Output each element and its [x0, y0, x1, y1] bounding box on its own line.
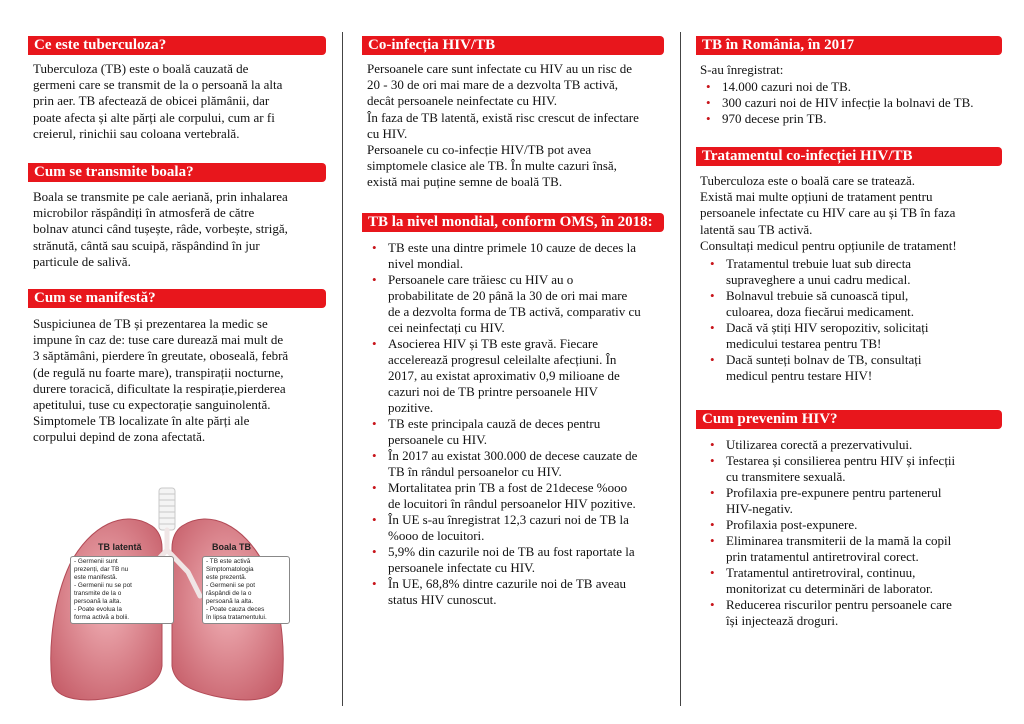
note-line: - Germenii se pot	[206, 582, 256, 589]
item-line: nivel mondial.	[388, 256, 464, 271]
item-line: cei neinfectați cu HIV.	[388, 320, 505, 335]
note-line: Simptomatologia	[206, 566, 254, 573]
text-line: particule de salivă.	[33, 253, 131, 269]
item-line: supraveghere a unui cadru medical.	[726, 272, 911, 287]
text-line: Tuberculoza (TB) este o boală cauzată de	[33, 61, 249, 76]
note-line: în lipsa tratamentului.	[206, 614, 267, 621]
item-line: culoarea, doza fiecărui medicament.	[726, 304, 915, 319]
list-item	[704, 517, 1002, 533]
item-line: accelerează progresul celeilalte afecțiuni. În	[388, 352, 617, 367]
note-line: persoană la alta.	[206, 598, 254, 605]
text-line: Simptomele TB localizate în alte părți ale	[33, 413, 250, 429]
note-line: persoană la alta.	[74, 598, 122, 605]
section-title-symptoms: Cum se manifestă?	[28, 289, 326, 308]
item-line: • Utilizarea corectă a prezervativului.	[726, 437, 913, 452]
item-line: • TB este una dintre primele 10 cauze de deces la	[388, 240, 636, 255]
text-line: strănută, cântă sau scuipă, răspândind în jur	[33, 237, 260, 253]
note-line: - Germenii nu se pot	[74, 582, 132, 589]
note-line: este prezentă.	[206, 574, 247, 581]
note-line: - TB este activă	[206, 558, 251, 565]
item-line: • Profilaxia post-expunere.	[726, 517, 858, 532]
text-line: impune în caz de: tuse care durează mai mult de	[33, 332, 284, 348]
text-line: cu HIV.	[367, 125, 408, 141]
text-line: decât persoanele neinfectate cu HIV.	[367, 93, 557, 109]
text-line: creierul, rinichii sau coloana vertebrală.	[33, 125, 240, 141]
item-line: își injectează droguri.	[726, 613, 839, 628]
item-line: de locuitori în rândul persoanelor HIV pozitive.	[388, 496, 636, 511]
list-item	[704, 453, 1002, 485]
item-line: • Bolnavul trebuie să cunoască tipul,	[726, 288, 909, 303]
text-line: durere toracică, dificultate la respirație,pierderea	[33, 380, 286, 396]
text-line: germeni care se transmit de la o persoană la alta	[33, 77, 283, 93]
list-item	[366, 416, 662, 448]
list-item	[366, 576, 662, 608]
text-line: există mai puține semne de boală TB.	[367, 174, 563, 190]
list-item	[704, 597, 1002, 629]
item-line: • Reducerea riscurilor pentru persoanele care	[726, 597, 952, 612]
section-title-coinfection-treatment: Tratamentul co-infecției HIV/TB	[696, 147, 1002, 166]
item-line: • Profilaxia pre-expunere pentru partenerul	[726, 485, 942, 500]
text-line: simptomele clasice ale TB. În multe cazuri însă,	[367, 158, 617, 174]
item-line: monitorizat cu determinări de laborator.	[726, 581, 933, 596]
list-item	[704, 288, 1000, 320]
text-line: Există mai multe opțiuni de tratament pentru	[700, 189, 933, 205]
list-item: • 14.000 cazuri noi de TB.	[700, 79, 1002, 95]
item-line: • Eliminarea transmiterii de la mamă la copil	[726, 533, 952, 548]
text-line: Suspiciunea de TB și prezentarea la medic se	[33, 316, 268, 331]
note-line: răspândi de la o	[206, 590, 252, 597]
column-divider-right	[680, 32, 681, 706]
section-title-transmission: Cum se transmite boala?	[28, 163, 326, 182]
list-item	[366, 272, 662, 336]
latent-tb-note	[70, 556, 174, 624]
item-line: • În 2017 au existat 300.000 de decese cauzate de	[388, 448, 638, 463]
section-title-hiv-prevention: Cum prevenim HIV?	[696, 410, 1002, 429]
who-2018-list	[366, 240, 662, 608]
section-body-transmission	[33, 189, 322, 270]
item-line: medicul pentru testare HIV!	[726, 368, 873, 383]
romania-stats-list	[700, 79, 1002, 127]
text-line: microbilor răspândiți în atmosferă de către	[33, 205, 255, 221]
item-line: • În UE s-au înregistrat 12,3 cazuri noi de TB la	[388, 512, 629, 527]
note-line: transmite de la o	[74, 590, 122, 597]
item-line: cazuri noi de TB printre persoanele HIV	[388, 384, 598, 399]
active-tb-note	[202, 556, 290, 624]
item-line: • Dacă sunteți bolnav de TB, consultați	[726, 352, 922, 367]
list-item: • 970 decese prin TB.	[700, 111, 1002, 127]
section-title-what-is-tb: Ce este tuberculoza?	[28, 36, 326, 55]
list-item	[704, 352, 1000, 384]
text-line: Tuberculoza este o boală care se tratează.	[700, 173, 915, 188]
list-item	[366, 544, 662, 576]
text-line: Consultați medicul pentru opțiunile de tratament!	[700, 237, 957, 253]
text-line: Persoanele care sunt infectate cu HIV au un risc de	[367, 61, 633, 76]
item-line: • Tratamentul antiretroviral, continuu,	[726, 565, 916, 580]
item-line: persoanele infectate cu HIV.	[388, 560, 536, 575]
section-body-symptoms	[33, 316, 322, 446]
item-line: prin tratamentul antiretroviral corect.	[726, 549, 919, 564]
item-line: • Asocierea HIV și TB este gravă. Fiecare	[388, 336, 598, 351]
text-line: corpului depind de zona afectată.	[33, 429, 206, 445]
text-line: prin aer. TB afectează de obicei plămânii, dar	[33, 93, 270, 109]
text-line: În faza de TB latentă, există risc crescut de infectare	[367, 109, 639, 125]
list-item	[366, 448, 662, 480]
text-line: persoanele infectate cu HIV care au și TB în faza	[700, 205, 956, 221]
section-title-hiv-tb-coinfection: Co-infecția HIV/TB	[362, 36, 664, 55]
text-line: apetitului, tuse cu expectorație sanguinolentă.	[33, 397, 271, 413]
text-line: bolnav atunci când tușește, râde, vorbește, strigă,	[33, 221, 288, 237]
list-item	[704, 256, 1000, 288]
text-line: Boala se transmite pe cale aeriană, prin inhalarea	[33, 189, 288, 204]
list-item	[366, 336, 662, 416]
section-body-coinfection	[367, 61, 661, 191]
text-line: 20 - 30 de ori mai mare de a dezvolta TB activă,	[367, 77, 618, 93]
note-line: prezenți, dar TB nu	[74, 566, 129, 573]
note-line: este manifestă.	[74, 574, 118, 581]
list-item	[704, 437, 1002, 453]
item-line: • În UE, 68,8% dintre cazurile noi de TB aveau	[388, 576, 627, 591]
column-divider-left	[342, 32, 343, 706]
prevention-list	[704, 437, 1002, 629]
note-line: - Poate cauza deces	[206, 606, 265, 613]
list-item	[366, 240, 662, 272]
item-line: • Testarea și consilierea pentru HIV și infecții	[726, 453, 956, 468]
item-line: • Dacă vă știți HIV seropozitiv, solicitați	[726, 320, 929, 335]
item-line: %ooo de locuitori.	[388, 528, 485, 543]
item-line: pozitive.	[388, 400, 434, 415]
item-line: de a dezvolta forma de TB activă, comparativ cu	[388, 304, 641, 319]
section-body-what-is-tb	[33, 61, 322, 142]
item-line: • Mortalitatea prin TB a fost de 21decese %ooo	[388, 480, 628, 495]
item-line: • TB este principala cauză de deces pentru	[388, 416, 601, 431]
text-line: Persoanele cu co-infecție HIV/TB pot avea	[367, 142, 592, 158]
list-item	[704, 485, 1002, 517]
text-line: latentă sau TB activă.	[700, 221, 813, 237]
item-line: probabilitate de 20 până la 30 de ori mai mare	[388, 288, 628, 303]
item-line: persoanele cu HIV.	[388, 432, 488, 447]
item-line: TB în rândul persoanelor cu HIV.	[388, 464, 562, 479]
text-line: (de regulă nu foarte mare), transpirații nocturne,	[33, 364, 284, 380]
active-tb-title: Boala TB	[212, 542, 252, 552]
item-line: medicului testarea pentru TB!	[726, 336, 882, 351]
text-line: poate afecta și alte părți ale corpului, cum ar fi	[33, 109, 275, 125]
item-line: HIV-negativ.	[726, 501, 793, 516]
note-line: - Poate evolua la	[74, 606, 122, 613]
section-title-tb-romania: TB în România, în 2017	[696, 36, 1002, 55]
list-item	[366, 480, 662, 512]
romania-intro: S-au înregistrat:	[700, 62, 784, 77]
treatment-list	[704, 256, 1000, 384]
list-item: • 300 cazuri noi de HIV infecție la bolnavi de TB.	[700, 95, 1002, 111]
item-line: • 5,9% din cazurile noi de TB au fost raportate la	[388, 544, 635, 559]
latent-tb-title: TB latentă	[98, 542, 142, 552]
lungs-illustration	[48, 486, 288, 708]
list-item	[366, 512, 662, 544]
note-line: - Germenii sunt	[74, 558, 118, 565]
item-line: • Persoanele care trăiesc cu HIV au o	[388, 272, 574, 287]
text-line: 3 săptămâni, pierdere în greutate, oboseală, febră	[33, 348, 289, 364]
list-item	[704, 565, 1002, 597]
item-line: status HIV cunoscut.	[388, 592, 497, 607]
list-item	[704, 533, 1002, 565]
section-body-treatment	[700, 173, 1000, 254]
item-line: cu transmitere sexuală.	[726, 469, 846, 484]
item-line: • Tratamentul trebuie luat sub directa	[726, 256, 912, 271]
note-line: forma activă a bolii.	[74, 614, 130, 621]
section-title-who-2018: TB la nivel mondial, conform OMS, în 2018:	[362, 213, 664, 232]
item-line: 2017, au existat aproximativ 0,9 milioane de	[388, 368, 620, 383]
list-item	[704, 320, 1000, 352]
